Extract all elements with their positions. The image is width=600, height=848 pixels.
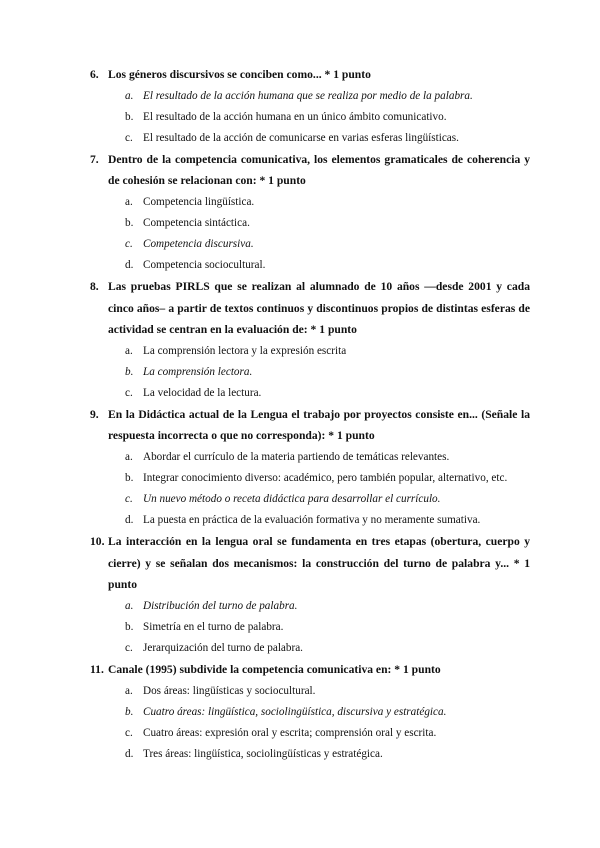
option-item	[0, 468, 600, 489]
question-number: 8.	[90, 280, 99, 294]
option-text: El resultado de la acción de comunicarse en varias esferas lingüísticas.	[143, 131, 459, 144]
option-text: Cuatro áreas: expresión oral y escrita; comprensión oral y escrita.	[143, 726, 437, 739]
option-text: Competencia discursiva.	[143, 237, 254, 250]
question-text	[0, 64, 600, 86]
option-item	[0, 107, 600, 128]
question-number: 6.	[90, 68, 99, 81]
question-prompt: Las pruebas PIRLS que se realizan al alumnado de 10 años —desde 2001 y cada cinco años– a partir de textos continuos y discontinuos propios de distintas esferas de actividad se centran en la evaluación de: * 1 punto	[108, 280, 530, 337]
option-item	[0, 638, 600, 659]
option-list	[0, 341, 600, 404]
question-number: 7.	[90, 152, 99, 166]
option-label: d.	[125, 514, 134, 527]
option-text: La comprensión lectora y la expresión escrita	[143, 344, 347, 357]
option-text: Tres áreas: lingüística, sociolingüísticas y estratégica.	[143, 747, 383, 760]
question-prompt: Los géneros discursivos se conciben como... * 1 punto	[108, 68, 371, 81]
option-item	[0, 617, 600, 638]
option-text: Competencia sintáctica.	[143, 216, 250, 229]
option-item	[0, 447, 600, 468]
option-item	[0, 341, 600, 362]
option-label: a.	[125, 450, 133, 463]
document-page	[0, 64, 600, 765]
option-item	[0, 681, 600, 702]
option-list	[0, 596, 600, 659]
option-label: b.	[125, 110, 134, 123]
question-6	[0, 64, 600, 149]
option-list	[0, 681, 600, 765]
option-label: a.	[125, 344, 133, 357]
option-list	[0, 86, 600, 149]
option-text: Abordar el currículo de la materia partiendo de temáticas relevantes.	[143, 450, 450, 463]
option-text: El resultado de la acción humana en un único ámbito comunicativo.	[143, 110, 447, 123]
option-item	[0, 234, 600, 255]
question-text	[0, 276, 600, 341]
option-label: b.	[125, 472, 134, 485]
question-prompt: Dentro de la competencia comunicativa, los elementos gramaticales de coherencia y de cohesión se relacionan con: * 1 punto	[108, 152, 530, 188]
option-item	[0, 255, 600, 276]
option-text: El resultado de la acción humana que se realiza por medio de la palabra.	[143, 89, 473, 102]
option-text: Competencia lingüística.	[143, 195, 255, 208]
option-label: c.	[125, 642, 133, 654]
option-label: b.	[125, 705, 134, 718]
question-text	[0, 659, 600, 681]
question-9	[0, 404, 600, 531]
option-item	[0, 383, 600, 404]
question-8	[0, 276, 600, 404]
question-7	[0, 149, 600, 276]
option-label: c.	[125, 131, 133, 144]
option-label: b.	[125, 216, 134, 229]
option-text: Simetría en el turno de palabra.	[143, 620, 284, 633]
option-label: c.	[125, 493, 133, 506]
question-prompt: En la Didáctica actual de la Lengua el trabajo por proyectos consiste en... (Señale la respuesta incorrecta o que no corresponda): * 1 punto	[108, 407, 530, 443]
option-label: a.	[125, 684, 133, 697]
option-item	[0, 489, 600, 510]
option-item	[0, 702, 600, 723]
question-10	[0, 531, 600, 659]
option-label: a.	[125, 89, 134, 102]
option-label: a.	[125, 195, 133, 208]
option-item	[0, 510, 600, 531]
option-label: d.	[125, 747, 134, 760]
question-number: 11.	[90, 663, 104, 677]
option-item	[0, 596, 600, 617]
option-list	[0, 192, 600, 276]
option-label: a.	[125, 599, 134, 612]
question-prompt: Canale (1995) subdivide la competencia comunicativa en: * 1 punto	[108, 663, 441, 677]
question-text	[0, 404, 600, 447]
option-item	[0, 128, 600, 149]
option-text: Integrar conocimiento diverso: académico, pero también popular, alternativo, etc.	[143, 472, 508, 485]
option-text: Distribución del turno de palabra.	[143, 599, 298, 612]
question-text	[0, 531, 600, 596]
option-text: La puesta en práctica de la evaluación formativa y no meramente sumativa.	[143, 514, 481, 527]
option-text: Competencia sociocultural.	[143, 259, 266, 272]
option-text: Cuatro áreas: lingüística, sociolingüística, discursiva y estratégica.	[143, 705, 447, 718]
option-text: La velocidad de la lectura.	[143, 386, 262, 399]
question-number: 10.	[90, 535, 105, 549]
option-label: c.	[125, 237, 133, 250]
option-item	[0, 192, 600, 213]
option-item	[0, 213, 600, 234]
option-label: c.	[125, 386, 133, 399]
question-11	[0, 659, 600, 765]
option-label: d.	[125, 259, 134, 272]
question-prompt: La interacción en la lengua oral se fundamenta en tres etapas (obertura, cuerpo y cierre) y se señalan dos mecanismos: la construcción del turno de palabra y... * 1 punto	[108, 535, 530, 592]
option-item	[0, 723, 600, 744]
option-label: b.	[125, 365, 134, 378]
option-text: Jerarquización del turno de palabra.	[143, 642, 303, 654]
question-text	[0, 149, 600, 192]
option-label: b.	[125, 620, 134, 633]
question-number: 9.	[90, 407, 99, 421]
option-item	[0, 362, 600, 383]
option-item	[0, 744, 600, 765]
option-item	[0, 86, 600, 107]
option-text: Dos áreas: lingüísticas y sociocultural.	[143, 684, 316, 697]
option-label: c.	[125, 726, 133, 739]
option-list	[0, 447, 600, 531]
option-text: Un nuevo método o receta didáctica para desarrollar el currículo.	[143, 493, 441, 506]
option-text: La comprensión lectora.	[143, 365, 253, 378]
